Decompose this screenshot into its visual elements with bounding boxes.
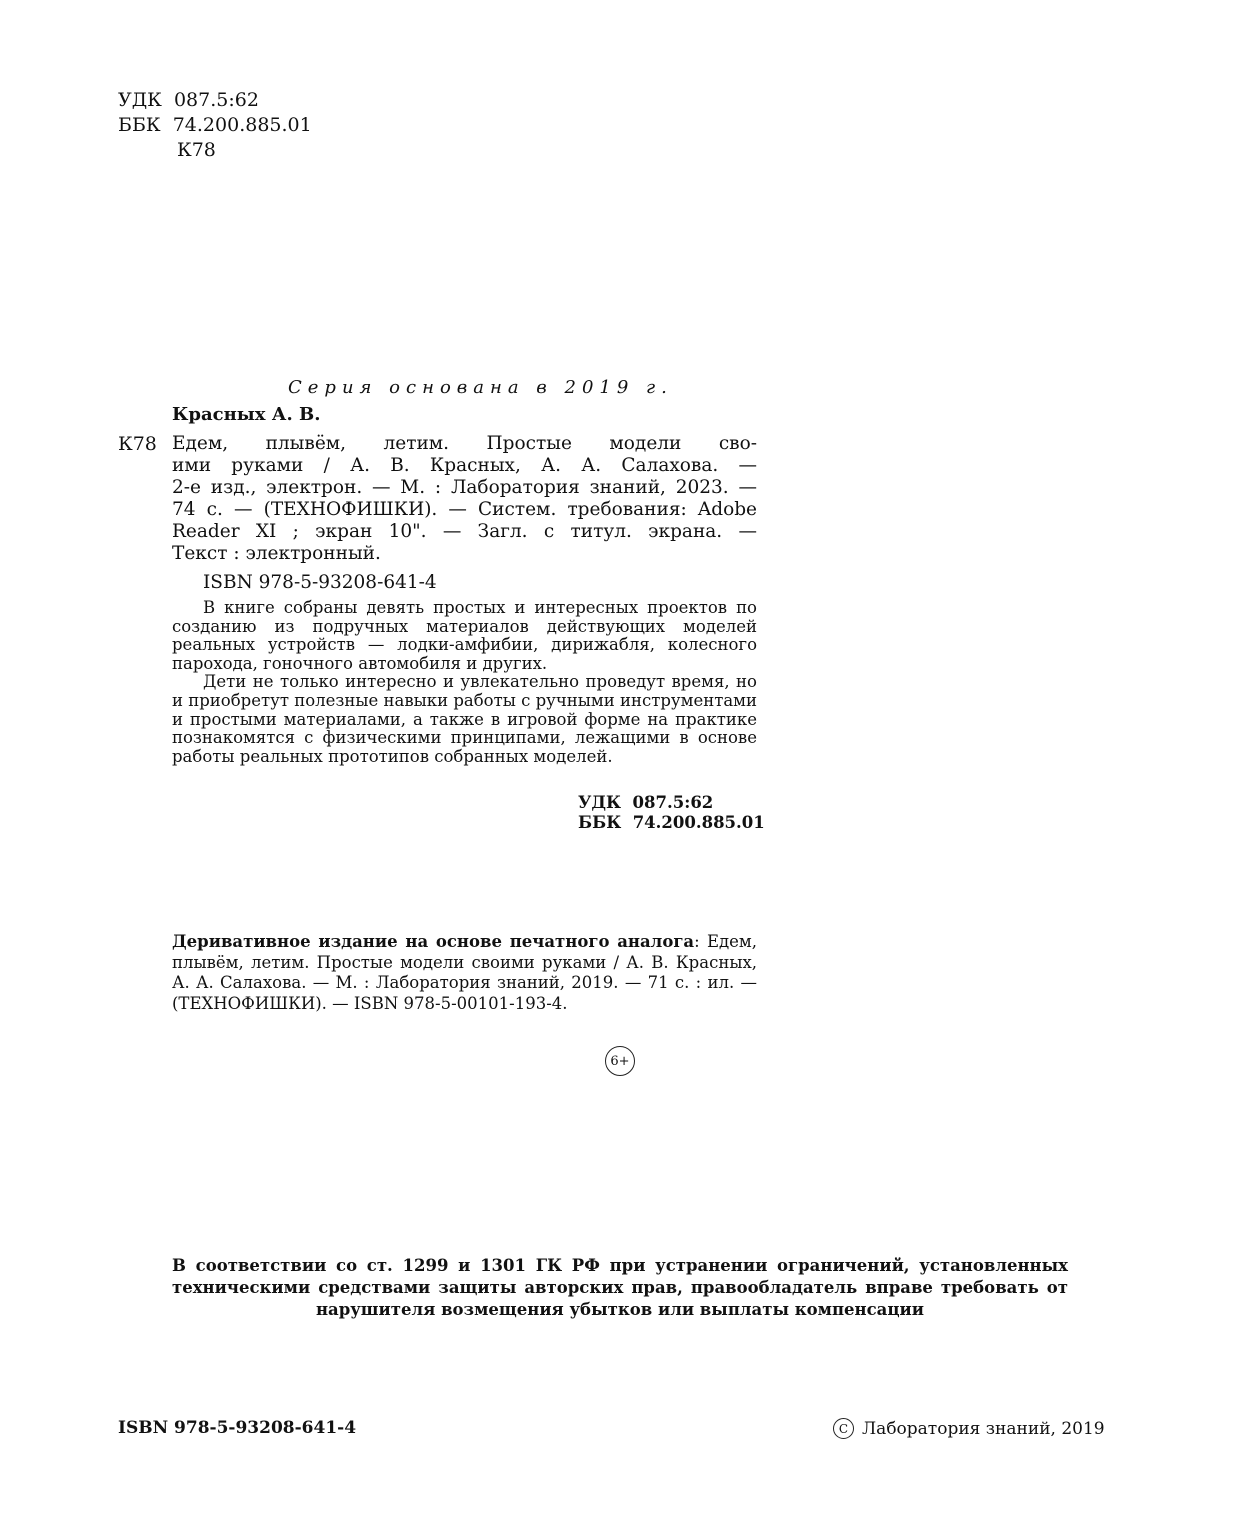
biblio-line: Едем, плывём, летим. Простые модели сво- xyxy=(172,433,757,454)
biblio-line: 74 с. — (ТЕХНОФИШКИ). — Систем. требования: Adobe xyxy=(172,499,757,520)
age-rating-text: 6+ xyxy=(610,1053,630,1069)
biblio-line: 2-е изд., электрон. — М. : Лаборатория знаний, 2023. — xyxy=(172,477,757,498)
classification-udk: УДК 087.5:62 xyxy=(578,793,714,812)
biblio-line: Текст : электронный. xyxy=(172,543,381,564)
series-note: Серия основана в 2019 г. xyxy=(288,377,673,398)
legal-notice-line: техническими средствами защиты авторских прав, правообладатель вправе требовать от xyxy=(172,1278,1068,1297)
age-rating-badge xyxy=(605,1046,635,1076)
annotation-paragraph: Дети не только интересно и увлекательно проведут время, но и приобретут полезные навыки работы с ручными инструментами и простыми материалами, а также в игровой форме на практике познакомятся с физическими принципами, лежащими в основе работы реальных прототипов собранных моделей. xyxy=(172,672,758,766)
derivative-label: Деривативное издание на основе печатного аналога xyxy=(172,932,695,951)
copyright xyxy=(833,1418,1105,1439)
annotation-paragraph: В книге собраны девять простых и интересных проектов по созданию из подручных материалов действующих моделей реальных устройств — лодки-амфибии, дирижабля, колесного парохода, гоночного автомобиля и других. xyxy=(172,598,757,673)
biblio-line: ими руками / А. В. Красных, А. А. Салахова. — xyxy=(172,455,757,476)
isbn-line: ISBN 978-5-93208-641-4 xyxy=(203,572,437,593)
header-udk: УДК 087.5:62 xyxy=(118,89,259,111)
legal-notice xyxy=(172,1255,1068,1321)
catalog-code: К78 xyxy=(118,433,157,455)
header-author-mark: К78 xyxy=(177,139,216,161)
legal-notice-line: В соответствии со ст. 1299 и 1301 ГК РФ при устранении ограничений, установленных xyxy=(172,1256,1068,1275)
classification-codes xyxy=(578,793,765,833)
header-bbk: ББК 74.200.885.01 xyxy=(118,114,312,136)
footer-isbn: ISBN 978-5-93208-641-4 xyxy=(118,1418,357,1438)
bibliographic-record xyxy=(172,433,757,565)
biblio-line: Reader XI ; экран 10". — Загл. с титул. экрана. — xyxy=(172,521,757,542)
legal-notice-line: нарушителя возмещения убытков или выплаты компенсации xyxy=(315,1300,925,1319)
copyright-icon: C xyxy=(833,1418,854,1439)
copyright-text: Лаборатория знаний, 2019 xyxy=(862,1418,1105,1439)
derivative-edition-note xyxy=(172,932,757,1014)
classification-bbk: ББК 74.200.885.01 xyxy=(578,813,765,832)
derivative-text: : Едем, плывём, летим. Простые модели своими руками / А. В. Красных, А. А. Салахова. — М. : Лаборатория знаний, 2019. — 71 с. : ил. — (ТЕХНОФИШКИ). — ISBN 978-5-00101-193-4. xyxy=(172,932,757,1013)
annotation xyxy=(172,599,757,766)
author-heading: Красных А. В. xyxy=(172,404,321,425)
header-codes xyxy=(118,88,312,163)
